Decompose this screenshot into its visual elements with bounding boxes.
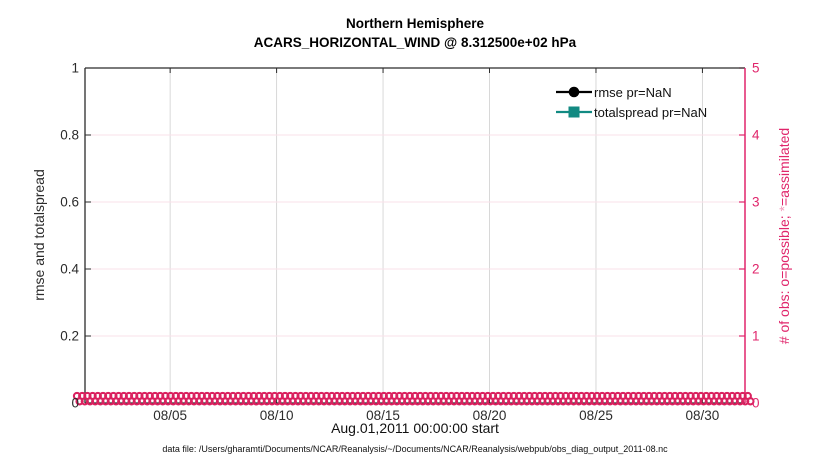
left-axis-tick-label: 0.2 [60,328,79,344]
right-axis-label [776,128,792,344]
x-axis-label: Aug.01,2011 00:00:00 start [331,420,499,436]
right-axis-label-star: * [776,206,792,212]
x-axis-tick-label: 08/30 [685,408,720,423]
x-axis-tick-label: 08/10 [259,408,294,423]
right-axis-tick-label: 0 [752,395,760,411]
chart-title: Northern Hemisphere [345,16,485,31]
left-axis-tick-label: 1 [71,60,79,76]
legend-square-marker-icon [569,107,580,118]
legend-swatch-rmse [556,84,592,100]
left-axis-label: rmse and totalspread [31,169,47,301]
x-axis-tick-label: 08/15 [366,408,400,423]
right-axis-label-suffix: =assimilated [776,127,792,207]
legend-circle-marker-icon [569,87,580,98]
x-axis-tick-label: 08/20 [472,408,507,423]
left-axis-tick-label: 0 [71,395,79,411]
data-file-caption: data file: /Users/gharamti/Documents/NCAR/Reanalysis/~/Documents/NCAR/Reanalysis/webpub/obs_diag_output_2011-08.nc [162,444,668,454]
legend-label-totalspread: totalspread pr=NaN [594,104,708,120]
left-axis-tick-label: 0.8 [60,127,79,143]
right-axis-tick-label: 3 [752,194,760,210]
left-axis-tick-label: 0.4 [60,261,79,277]
right-axis-label-prefix: # of obs: o=possible; [776,211,792,345]
right-axis-tick-label: 2 [752,261,760,277]
right-axis-tick-label: 5 [752,60,760,76]
legend [556,82,707,122]
legend-item-totalspread [556,102,707,122]
x-axis-tick-label: 08/05 [153,408,188,423]
x-axis-tick-label: 08/25 [579,408,613,423]
right-axis-tick-label: 4 [752,127,760,143]
left-axis-tick-label: 0.6 [60,194,79,210]
legend-item-rmse [556,82,707,102]
chart-subtitle: ACARS_HORIZONTAL_WIND @ 8.312500e+02 hPa [253,35,577,50]
legend-swatch-totalspread [556,104,592,120]
legend-label-rmse: rmse pr=NaN [594,84,672,100]
right-axis-tick-label: 1 [752,328,760,344]
